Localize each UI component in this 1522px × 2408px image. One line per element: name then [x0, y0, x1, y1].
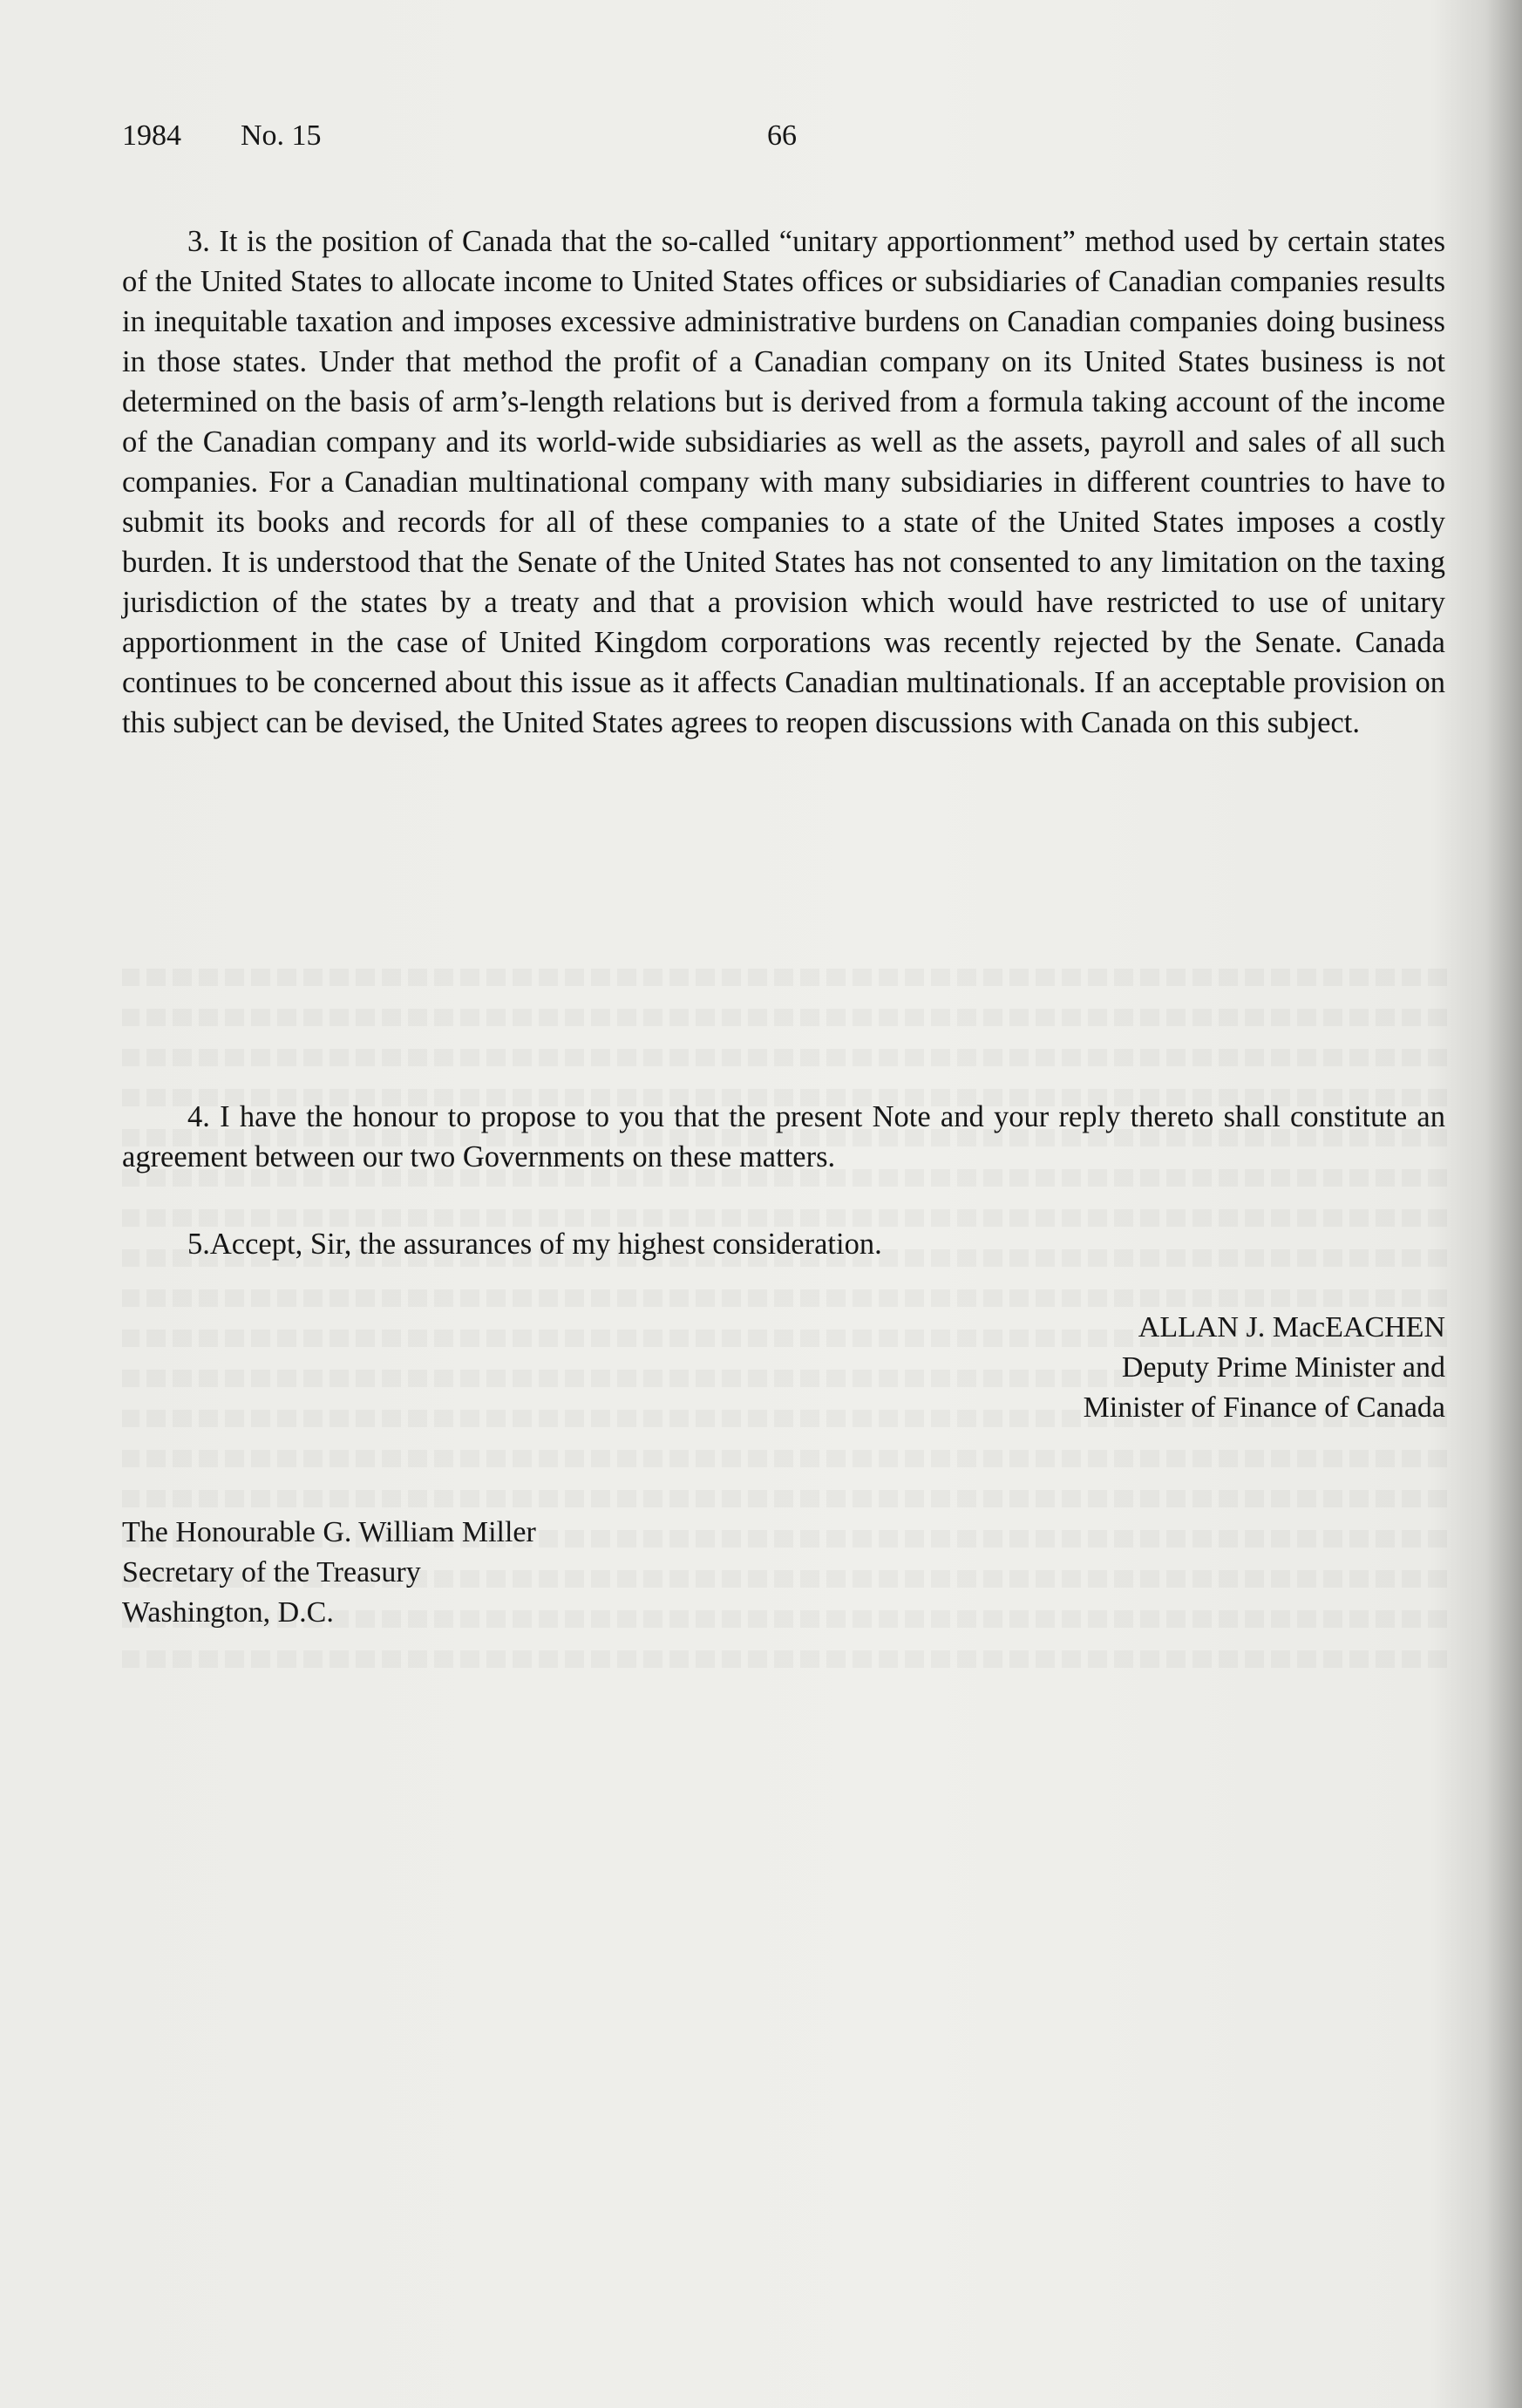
signature-block	[1084, 1308, 1445, 1428]
addressee-line-2: Secretary of the Treasury	[122, 1556, 421, 1588]
header-number: No. 15	[241, 119, 322, 152]
body-text	[122, 221, 1445, 1261]
header-year: 1984	[122, 119, 181, 152]
addressee-line-1: The Honourable G. William Miller	[122, 1516, 536, 1548]
paragraph-4: 4. I have the honour to propose to you that the present Note and your reply thereto shall constitute an agreement between our two Governments on these matters.	[122, 1100, 1445, 1173]
signatory-title-line-2: Minister of Finance of Canada	[1083, 1391, 1445, 1424]
paragraph-5: 5.Accept, Sir, the assurances of my highest consideration.	[187, 1228, 882, 1261]
page-number: 66	[767, 119, 797, 152]
signatory-name: ALLAN J. MacEACHEN	[1138, 1311, 1445, 1343]
addressee-block	[122, 1513, 536, 1633]
page-header	[122, 117, 1447, 155]
page-edge-shadow	[1485, 0, 1522, 2408]
addressee-line-3: Washington, D.C.	[122, 1596, 334, 1629]
signatory-title-line-1: Deputy Prime Minister and	[1121, 1351, 1445, 1384]
paragraph-3: 3. It is the position of Canada that the so-called “unitary apportionment” method used by certain states of the United States to allocate income to United States offices or subsidiaries of Canadian companies results in inequitable taxation and imposes excessive administrative burdens on Canadian companies doing business in those states. Under that method the profit of a Canadian company on its United States business is not determined on the basis of arm’s-length relations but is derived from a formula taking account of the income of the Canadian company and its world-wide subsidiaries as well as the assets, payroll and sales of all such companies. For a Canadian multinational company with many subsidiaries in different countries to have to submit its books and records for all of these companies to a state of the United States imposes a costly burden. It is understood that the Senate of the United States has not consented to any limitation on the taxing jurisdiction of the states by a treaty and that a provision which would have restricted to use of unitary apportionment in the case of United Kingdom corporations was recently rejected by the Senate. Canada continues to be concerned about this issue as it affects Canadian multinationals. If an acceptable provision on this subject can be devised, the United States agrees to reopen discussions with Canada on this subject.	[122, 225, 1445, 739]
